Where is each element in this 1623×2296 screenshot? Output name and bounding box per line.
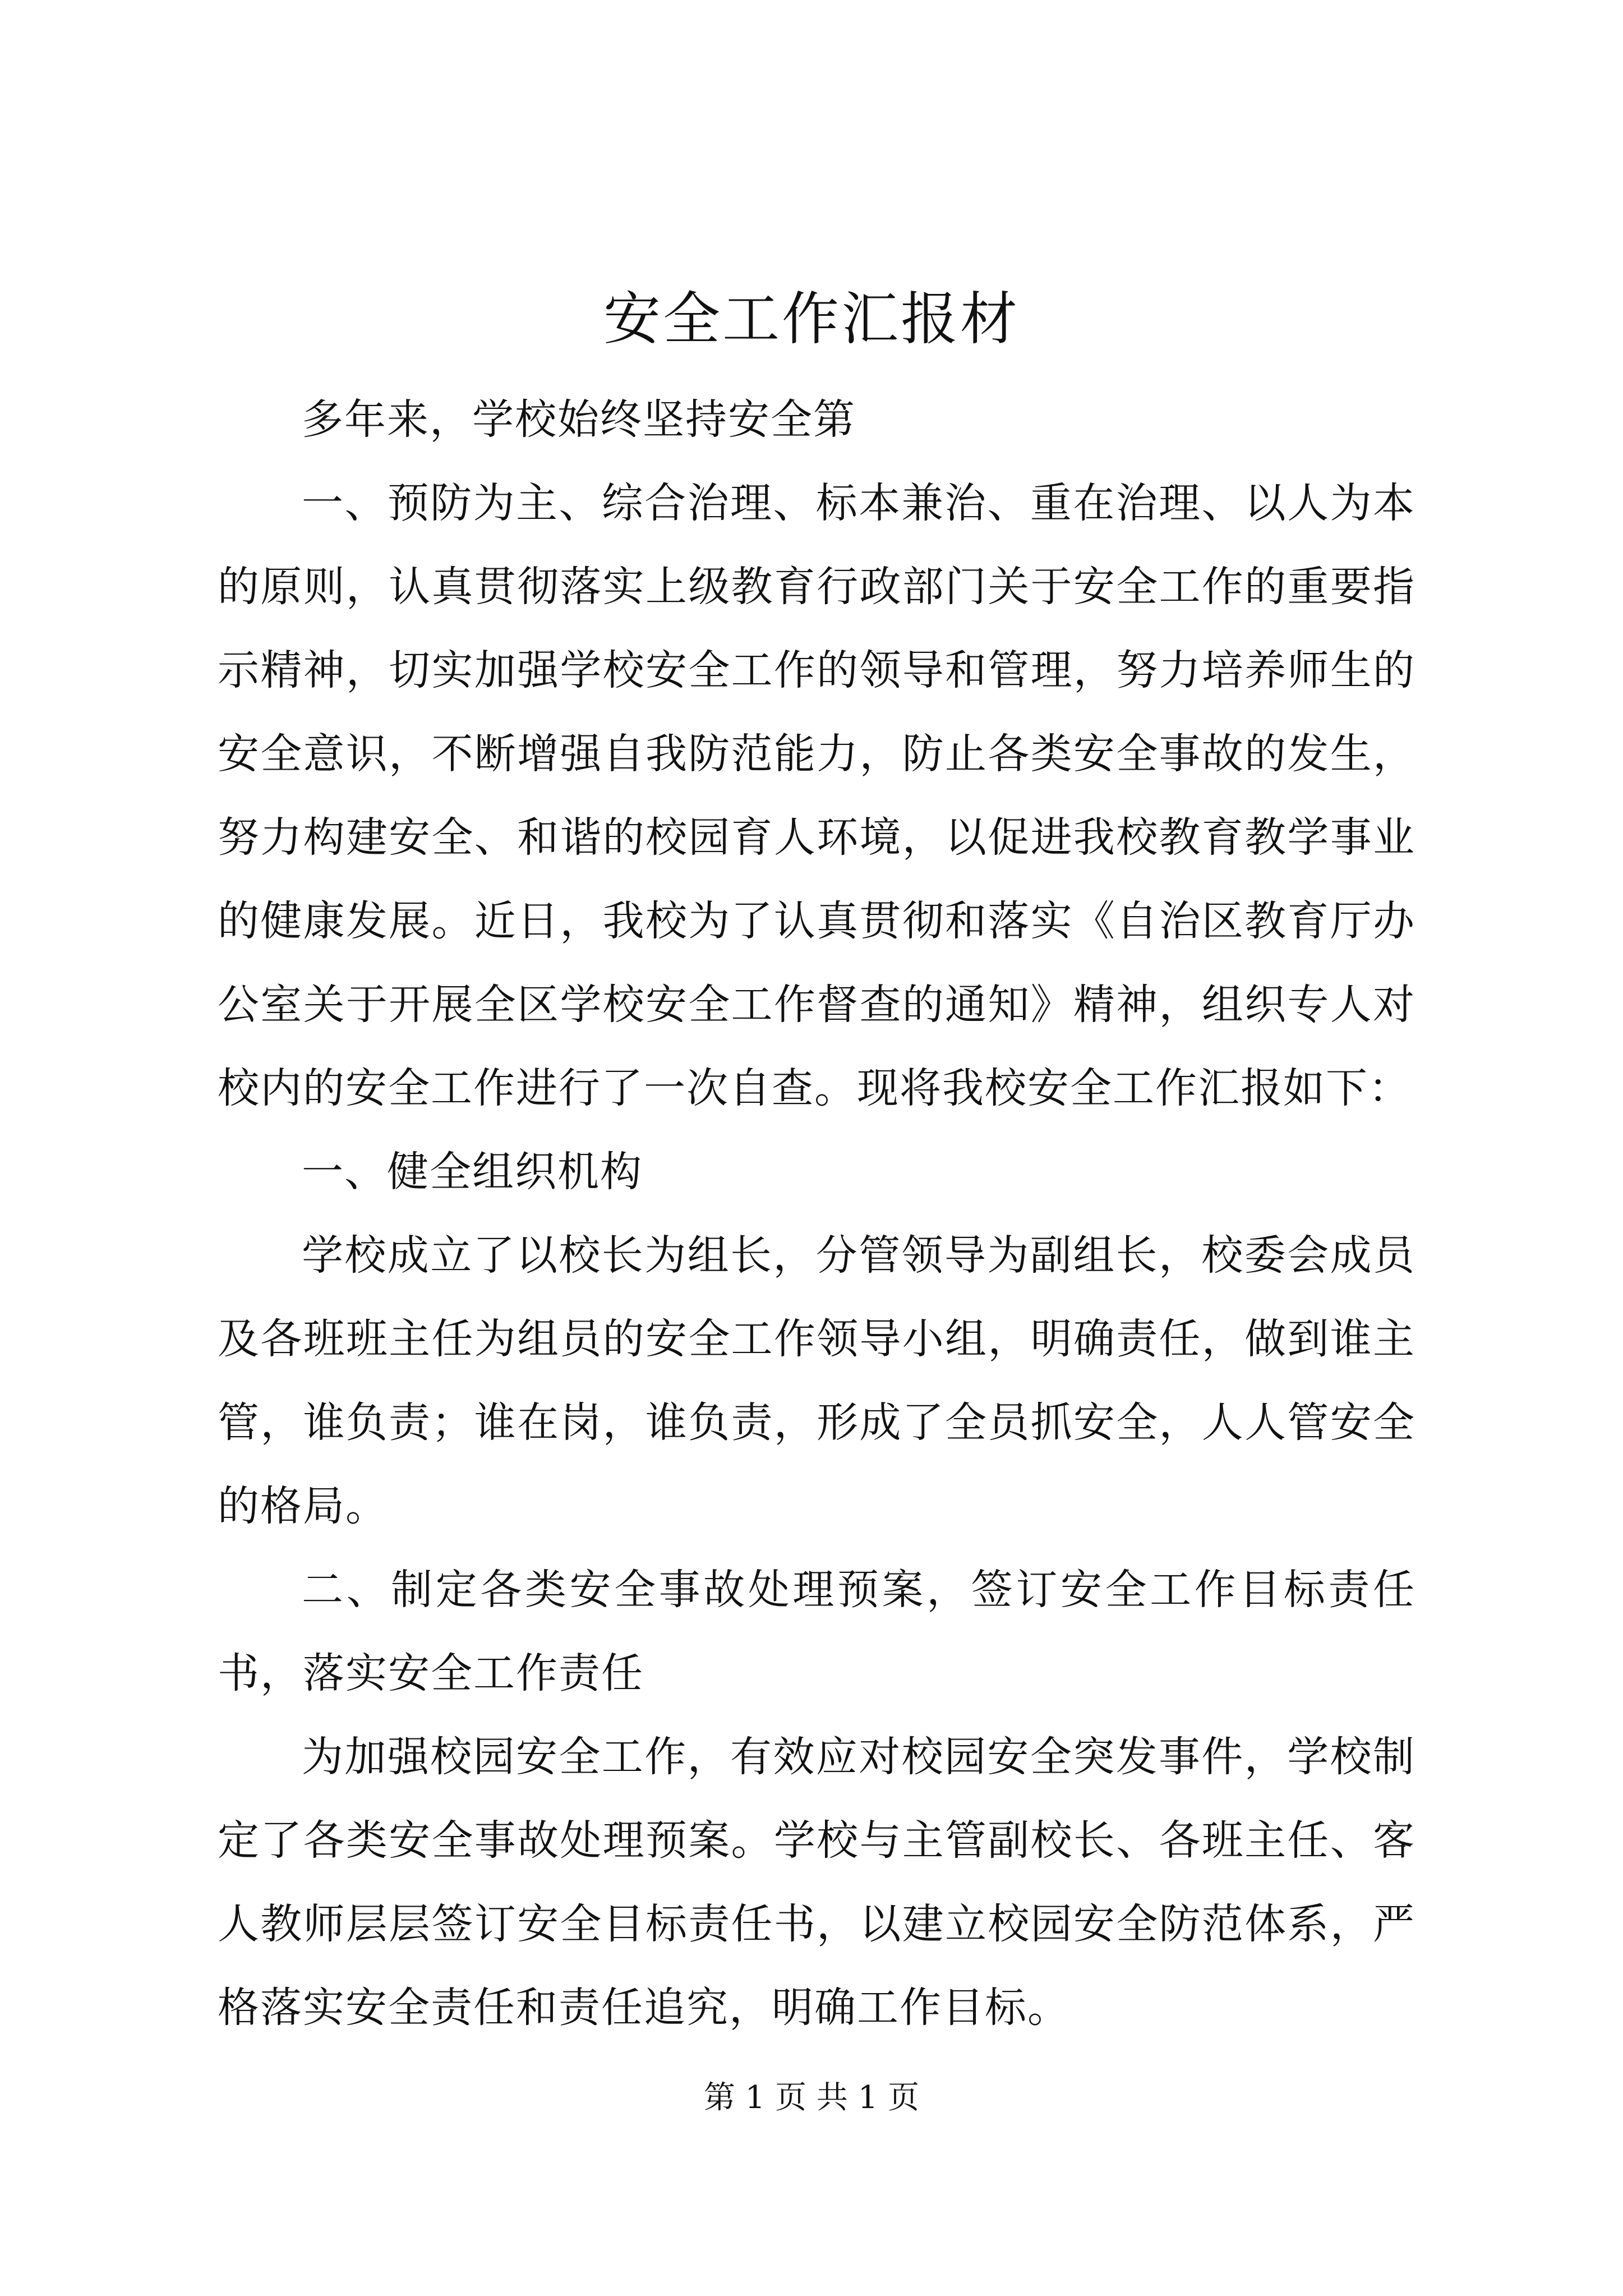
section-heading-plans: 二、制定各类安全事故处理预案，签订安全工作目标责任书，落实安全工作责任 bbox=[218, 1566, 1415, 1697]
section-heading-organization: 一、健全组织机构 bbox=[302, 1148, 643, 1196]
paragraph-principles: 一、预防为主、综合治理、标本兼治、重在治理、以人为本的原则，认真贯彻落实上级教育行政部门关于安全工作的重要指示精神，切实加强学校安全工作的领导和管理，努力培养师生的安全意识，不断增强自我防范能力，防止各类安全事故的发生，努力构建安全、和谐的校园育人环境，以促进我校教育教学事业的健康发展。近日，我校为了认真贯彻和落实《自治区教育厅办公室关于开展全区学校安全工作督查的通知》精神，组织专人对校内的安全工作进行了一次自查。现将我校安全工作汇报如下： bbox=[218, 479, 1415, 1112]
paragraph-plans: 为加强校园安全工作，有效应对校园安全突发事件，学校制定了各类安全事故处理预案。学校与主管副校长、各班主任、客人教师层层签订安全目标责任书，以建立校园安全防范体系，严格落实安全责任和责任追究，明确工作目标。 bbox=[218, 1733, 1415, 2032]
page-number-label: 第 1 页 共 1 页 bbox=[703, 2079, 920, 2116]
document-title: 安全工作汇报材 bbox=[603, 286, 1020, 353]
paragraph-organization: 学校成立了以校长为组长，分管领导为副组长，校委会成员及各班班主任为组员的安全工作领导小组，明确责任，做到谁主管，谁负责；谁在岗，谁负责，形成了全员抓安全，人人管安全的格局。 bbox=[218, 1231, 1415, 1530]
document-body bbox=[218, 378, 1415, 2050]
page-footer bbox=[0, 2076, 1623, 2120]
paragraph-intro: 多年来，学校始终坚持安全第 bbox=[302, 395, 856, 444]
